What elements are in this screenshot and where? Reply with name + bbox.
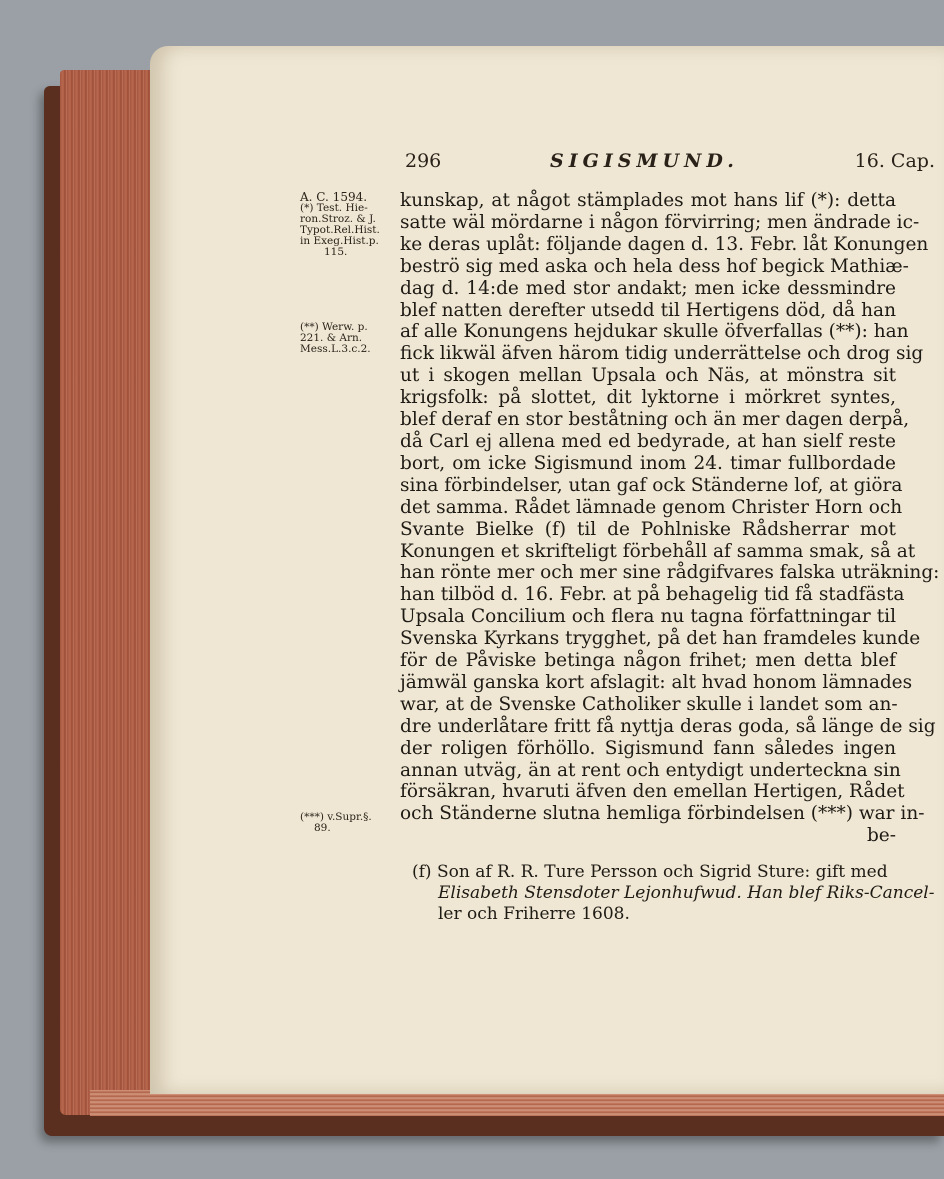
body-line: blef deraf en stor beståtning och än mer dagen derpå, <box>400 409 910 431</box>
body-line: det samma. Rådet lämnade genom Christer Horn och <box>400 496 903 518</box>
body-line: dre underlåtare fritt få nyttja deras goda, så länge de sig <box>400 715 936 737</box>
margin-line: 115. <box>324 246 348 258</box>
body-line: Konungen et skrifteligt förbehåll af samma smak, så at <box>400 540 916 562</box>
margin-line: Typot.Rel.Hist. <box>300 224 380 236</box>
chapter-label: 16. Cap. <box>854 150 935 172</box>
body-line: beströ sig med aska och hela dess hof begick Mathiæ- <box>400 255 909 277</box>
footnote <box>412 862 935 925</box>
footnote-line: ler och Friherre 1608. <box>438 904 630 924</box>
margin-year: A. C. 1594. <box>300 190 368 204</box>
body-line: annan utväg, än at rent och entydigt underteckna sin <box>400 759 901 781</box>
body-line: och Ständerne slutna hemliga förbindelsen (***) war in- <box>400 803 925 825</box>
body-line: då Carl ej allena med ed bedyrade, at han sielf reste <box>400 430 896 452</box>
body-line: af alle Konungens hejdukar skulle öfverfallas (**): han <box>400 321 909 343</box>
margin-line: 89. <box>314 822 331 834</box>
body-line: dag d. 14:de med stor andakt; men icke dessmindre <box>400 277 896 299</box>
body-line: Upsala Concilium och flera nu tagna författningar til <box>400 606 896 628</box>
body-line: Svante Bielke (f) til de Pohlniske Rådsherrar mot <box>400 518 896 540</box>
catchword: be- <box>866 825 896 847</box>
body-line: war, at de Svenske Catholiker skulle i landet som an- <box>400 693 898 715</box>
margin-note-supra <box>300 812 400 834</box>
margin-line: 221. & Arn. <box>300 332 363 344</box>
body-line: han tilböd d. 16. Febr. at på behagelig tid få stadfästa <box>400 584 905 606</box>
margin-line: ron.Stroz. & J. <box>300 213 376 225</box>
body-line: satte wäl mördarne i någon förvirring; men ändrade ic- <box>400 211 920 233</box>
body-line: ke deras uplåt: följande dagen d. 13. Febr. låt Konungen <box>400 233 929 255</box>
footnote-line: (f) Son af R. R. Ture Persson och Sigrid Sture: gift med <box>412 862 888 882</box>
body-line: jämwäl ganska kort afslagit: alt hvad honom lämnades <box>400 671 913 693</box>
body-line: der roligen förhöllo. Sigismund fann således ingen <box>400 737 896 759</box>
body-line: sina förbindelser, utan gaf ock Ständerne lof, at giöra <box>400 474 903 496</box>
body-line: krigsfolk: på slottet, dit lyktorne i mörkret syntes, <box>400 387 896 409</box>
body-line: fick likwäl äfven härom tidig underrättelse och drog sig <box>400 343 924 365</box>
margin-line: in Exeg.Hist.p. <box>300 235 379 247</box>
margin-line: (*) Test. Hie- <box>300 202 368 214</box>
body-line: han rönte mer och mer sine rådgifvares falska uträkning: <box>400 562 940 584</box>
body-line: försäkran, hvaruti äfven den emellan Hertigen, Rådet <box>400 781 905 803</box>
margin-note-werwing <box>300 322 400 355</box>
margin-line: Mess.L.3.c.2. <box>300 343 371 355</box>
margin-line: (***) v.Supr.§. <box>300 811 372 823</box>
body-line: Svenska Kyrkans trygghet, på det han framdeles kunde <box>400 628 921 650</box>
body-line: ut i skogen mellan Upsala och Näs, at mönstra sit <box>400 365 896 387</box>
page-number: 296 <box>405 150 442 172</box>
body-line: blef natten derefter utsedd til Hertigens död, då han <box>400 299 896 321</box>
margin-line: (**) Werw. p. <box>300 321 368 333</box>
body-line: bort, om icke Sigismund inom 24. timar fullbordade <box>400 452 896 474</box>
body-line: för de Påviske betinga någon frihet; men detta blef <box>400 650 896 672</box>
body-text <box>400 190 940 847</box>
running-title: SIGISMUND. <box>550 150 739 172</box>
body-line: kunskap, at något stämplades mot hans lif (*): detta <box>400 190 896 211</box>
page-header <box>405 150 935 180</box>
margin-note-year-and-source <box>300 192 400 258</box>
footnote-line: Elisabeth Stensdoter Lejonhufwud. Han blef Riks-Cancel- <box>438 883 935 903</box>
